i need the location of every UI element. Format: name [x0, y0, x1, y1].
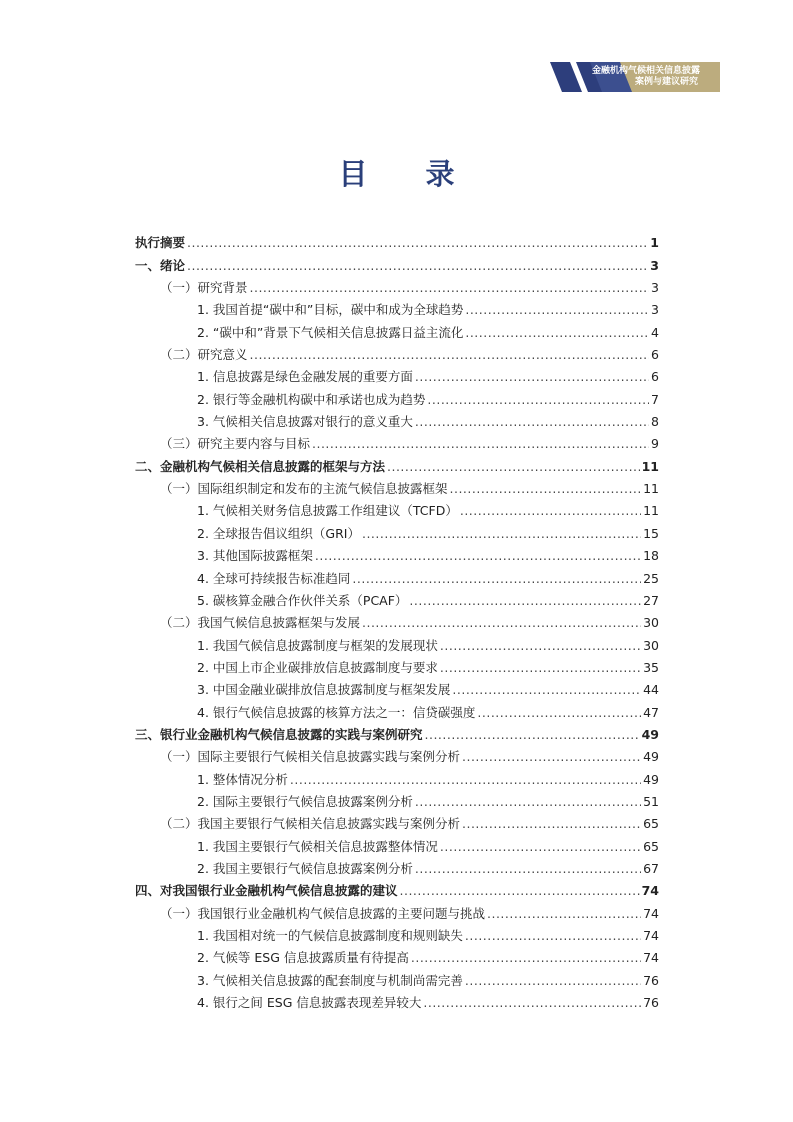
toc-entry-page: 74 — [643, 950, 659, 966]
toc-entry-page: 30 — [643, 637, 659, 653]
toc-leader-dots — [465, 302, 649, 317]
toc-entry-page: 51 — [643, 793, 659, 809]
toc-entry-label: 2. 中国上市企业碳排放信息披露制度与要求 — [197, 659, 438, 675]
toc-leader-dots — [411, 950, 641, 965]
toc-leader-dots — [409, 593, 641, 608]
toc-leader-dots — [465, 325, 649, 340]
toc-leader-dots — [452, 682, 641, 697]
toc-leader-dots — [250, 347, 650, 362]
toc-entry-page: 11 — [641, 458, 659, 474]
toc-entry-page: 1 — [650, 235, 659, 251]
toc-leader-dots — [315, 548, 641, 563]
toc-entry-label: （一）国际主要银行气候相关信息披露实践与案例分析 — [160, 749, 461, 765]
toc-leader-dots — [415, 794, 641, 809]
toc-leader-dots — [450, 481, 642, 496]
toc-leader-dots — [387, 459, 640, 474]
toc-entry[interactable] — [135, 384, 659, 406]
toc-entry-label: 3. 中国金融业碳排放信息披露制度与框架发展 — [197, 682, 451, 698]
toc-leader-dots — [440, 839, 641, 854]
toc-entry-label: 二、金融机构气候相关信息披露的框架与方法 — [135, 458, 386, 474]
toc-entry[interactable] — [135, 429, 659, 451]
toc-entry[interactable] — [135, 988, 659, 1010]
toc-leader-dots — [290, 772, 641, 787]
toc-entry-page: 49 — [641, 726, 659, 742]
toc-entry-label: 1. 整体情况分析 — [197, 771, 288, 787]
table-of-contents — [135, 228, 659, 1010]
toc-entry-page: 3 — [651, 280, 659, 296]
toc-entry[interactable] — [135, 586, 659, 608]
toc-entry-label: 2. 气候等 ESG 信息披露质量有待提高 — [197, 950, 409, 966]
toc-entry-label: （一）研究背景 — [160, 280, 248, 296]
toc-entry[interactable] — [135, 496, 659, 518]
toc-entry-page: 6 — [651, 347, 659, 363]
toc-entry-label: 2. “碳中和”背景下气候相关信息披露日益主流化 — [197, 324, 464, 340]
toc-entry-label: （二）研究意义 — [160, 347, 248, 363]
toc-entry-label: 1. 我国相对统一的气候信息披露制度和规则缺失 — [197, 928, 463, 943]
toc-entry[interactable] — [135, 787, 659, 809]
toc-entry-label: （二）我国气候信息披露框架与发展 — [160, 615, 361, 631]
toc-entry-label: 1. 气候相关财务信息披露工作组建议（TCFD） — [197, 503, 458, 519]
toc-entry[interactable] — [135, 943, 659, 965]
toc-entry[interactable] — [135, 876, 659, 898]
toc-entry-label: 2. 全球报告倡议组织（GRI） — [197, 525, 360, 541]
toc-leader-dots — [440, 638, 641, 653]
toc-entry[interactable] — [135, 831, 659, 853]
toc-leader-dots — [362, 615, 641, 630]
toc-entry[interactable] — [135, 273, 659, 295]
toc-entry-page: 3 — [651, 302, 659, 318]
toc-entry[interactable] — [135, 720, 659, 742]
toc-entry[interactable] — [135, 898, 659, 920]
toc-entry[interactable] — [135, 407, 659, 429]
toc-entry-page: 74 — [643, 928, 659, 943]
toc-entry[interactable] — [135, 854, 659, 876]
toc-leader-dots — [440, 660, 641, 675]
toc-leader-dots — [362, 526, 641, 541]
toc-entry-page: 76 — [643, 995, 659, 1011]
toc-entry-label: （三）研究主要内容与目标 — [160, 436, 311, 452]
toc-entry[interactable] — [135, 474, 659, 496]
toc-entry-page: 11 — [643, 503, 659, 519]
toc-entry-label: 1. 我国主要银行气候相关信息披露整体情况 — [197, 838, 438, 854]
toc-leader-dots — [415, 369, 649, 384]
toc-entry-page: 35 — [643, 659, 659, 675]
toc-entry[interactable] — [135, 697, 659, 719]
toc-entry[interactable] — [135, 295, 659, 317]
toc-entry-label: 4. 银行之间 ESG 信息披露表现差异较大 — [197, 995, 422, 1011]
toc-entry[interactable] — [135, 764, 659, 786]
toc-leader-dots — [462, 816, 641, 831]
toc-entry-label: 四、对我国银行业金融机构气候信息披露的建议 — [135, 883, 398, 899]
toc-entry-page: 76 — [643, 972, 659, 988]
toc-entry-label: （一）我国银行业金融机构气候信息披露的主要问题与挑战 — [160, 905, 486, 921]
toc-leader-dots — [400, 883, 640, 898]
toc-leader-dots — [187, 258, 648, 273]
toc-entry-label: 4. 银行气候信息披露的核算方法之一：信贷碳强度 — [197, 704, 476, 720]
toc-entry-label: 1. 我国首提“碳中和”目标，碳中和成为全球趋势 — [197, 302, 464, 318]
toc-entry[interactable] — [135, 675, 659, 697]
toc-entry[interactable] — [135, 317, 659, 339]
banner-title-line1: 金融机构气候相关信息披露 — [591, 66, 700, 76]
toc-entry-page: 49 — [643, 749, 659, 765]
toc-entry[interactable] — [135, 250, 659, 272]
toc-entry-page: 65 — [643, 816, 659, 832]
toc-entry-page: 74 — [643, 905, 659, 921]
toc-entry-page: 4 — [651, 324, 659, 340]
toc-entry-label: 2. 银行等金融机构碳中和承诺也成为趋势 — [197, 391, 426, 407]
toc-leader-dots — [415, 414, 649, 429]
toc-leader-dots — [465, 928, 641, 943]
toc-entry-page: 49 — [643, 771, 659, 787]
toc-entry[interactable] — [135, 653, 659, 675]
toc-entry-label: 5. 碳核算金融合作伙伴关系（PCAF） — [197, 592, 408, 608]
toc-entry-page: 47 — [643, 704, 659, 720]
toc-leader-dots — [425, 727, 640, 742]
toc-entry-page: 30 — [643, 615, 659, 631]
toc-entry[interactable] — [135, 563, 659, 585]
toc-entry[interactable] — [135, 451, 659, 473]
toc-entry-label: 三、银行业金融机构气候信息披露的实践与案例研究 — [135, 726, 423, 742]
toc-entry-label: 一、绪论 — [135, 257, 186, 273]
toc-entry-page: 67 — [643, 860, 659, 876]
toc-leader-dots — [462, 749, 641, 764]
header-banner — [550, 62, 720, 92]
toc-entry-label: 执行摘要 — [135, 235, 186, 251]
toc-entry-label: 4. 全球可持续报告标准趋同 — [197, 570, 351, 586]
toc-entry-page: 3 — [650, 257, 659, 273]
toc-entry[interactable] — [135, 340, 659, 362]
toc-entry-label: 1. 信息披露是绿色金融发展的重要方面 — [197, 369, 413, 385]
toc-leader-dots — [187, 235, 648, 250]
toc-leader-dots — [250, 280, 650, 295]
toc-entry[interactable] — [135, 630, 659, 652]
toc-entry-page: 25 — [643, 570, 659, 586]
banner-title-line2: 案例与建议研究 — [634, 77, 698, 87]
toc-entry[interactable] — [135, 965, 659, 987]
toc-entry[interactable] — [135, 362, 659, 384]
toc-entry[interactable] — [135, 541, 659, 563]
toc-leader-dots — [465, 973, 641, 988]
toc-entry[interactable] — [135, 742, 659, 764]
toc-entry-label: （一）国际组织制定和发布的主流气候信息披露框架 — [160, 481, 448, 497]
toc-leader-dots — [427, 392, 649, 407]
toc-entry[interactable] — [135, 809, 659, 831]
toc-entry-page: 27 — [643, 592, 659, 608]
toc-entry-page: 74 — [641, 883, 659, 899]
toc-leader-dots — [415, 861, 641, 876]
toc-entry[interactable] — [135, 608, 659, 630]
toc-entry-label: 1. 我国气候信息披露制度与框架的发展现状 — [197, 637, 438, 653]
toc-entry-page: 9 — [651, 436, 659, 452]
toc-leader-dots — [460, 503, 641, 518]
page-title: 目 录 — [338, 157, 479, 191]
toc-leader-dots — [487, 906, 641, 921]
toc-leader-dots — [352, 571, 641, 586]
toc-entry-label: 3. 其他国际披露框架 — [197, 548, 313, 564]
toc-entry-label: 3. 气候相关信息披露对银行的意义重大 — [197, 414, 413, 430]
toc-entry-page: 11 — [643, 481, 659, 497]
toc-entry[interactable] — [135, 518, 659, 540]
toc-entry-label: 3. 气候相关信息披露的配套制度与机制尚需完善 — [197, 972, 463, 988]
toc-entry-page: 15 — [643, 525, 659, 541]
toc-entry-label: （二）我国主要银行气候相关信息披露实践与案例分析 — [160, 816, 461, 832]
toc-leader-dots — [477, 705, 641, 720]
toc-leader-dots — [423, 995, 641, 1010]
toc-entry-page: 7 — [651, 391, 659, 407]
toc-entry[interactable] — [135, 228, 659, 250]
toc-entry[interactable] — [135, 921, 659, 943]
toc-entry-page: 6 — [651, 369, 659, 385]
toc-entry-label: 2. 我国主要银行气候信息披露案例分析 — [197, 860, 413, 876]
toc-entry-label: 2. 国际主要银行气候信息披露案例分析 — [197, 793, 413, 809]
toc-entry-page: 18 — [643, 548, 659, 564]
toc-entry-page: 65 — [643, 838, 659, 854]
toc-entry-page: 8 — [651, 414, 659, 430]
toc-leader-dots — [312, 436, 649, 451]
toc-entry-page: 44 — [643, 682, 659, 698]
